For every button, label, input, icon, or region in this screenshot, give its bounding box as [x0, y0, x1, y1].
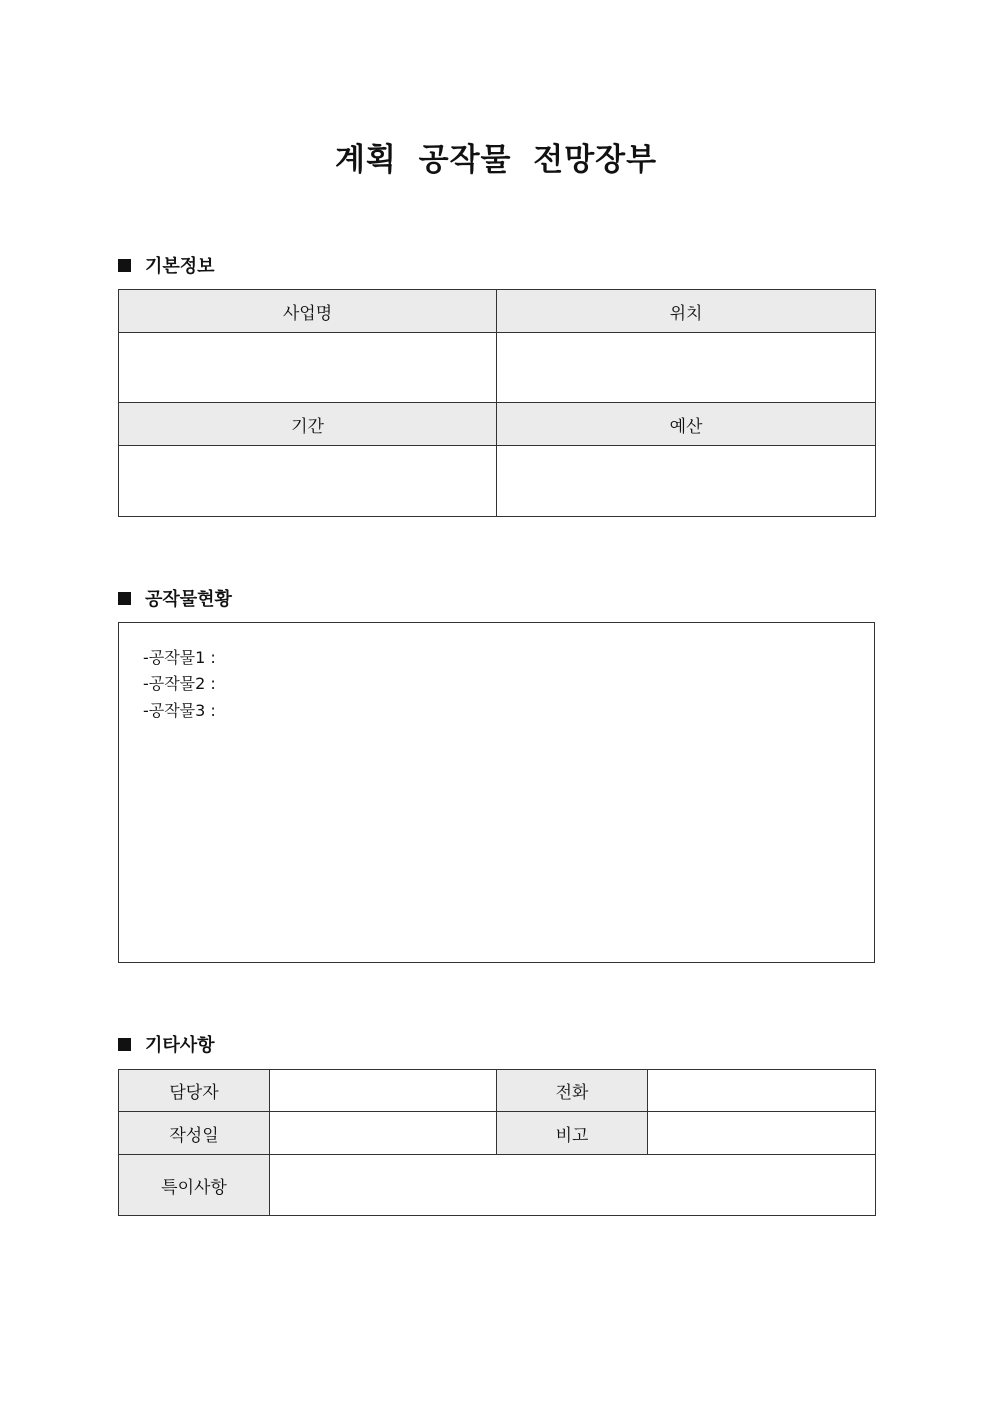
- structure-line-2: -공작물2 :: [143, 674, 216, 693]
- label-phone: 전화: [497, 1070, 648, 1112]
- header-project-name: 사업명: [119, 290, 497, 333]
- square-bullet-icon: [118, 1038, 131, 1051]
- section-heading-other-label: 기타사항: [145, 1035, 215, 1056]
- label-date-written: 작성일: [119, 1112, 270, 1155]
- label-remarks: 비고: [497, 1112, 648, 1155]
- section-heading-basic-label: 기본정보: [145, 256, 215, 277]
- header-budget: 예산: [497, 403, 876, 446]
- square-bullet-icon: [118, 592, 131, 605]
- cell-remarks[interactable]: [648, 1112, 876, 1155]
- cell-phone[interactable]: [648, 1070, 876, 1112]
- structure-line-1: -공작물1 :: [143, 648, 216, 667]
- cell-date-written[interactable]: [270, 1112, 497, 1155]
- header-period: 기간: [119, 403, 497, 446]
- label-manager: 담당자: [119, 1070, 270, 1112]
- section-heading-status: [118, 586, 232, 610]
- document-title: 계획 공작물 전망장부: [334, 142, 658, 178]
- structure-line-3: -공작물3 :: [143, 701, 216, 720]
- basic-info-table: [118, 289, 876, 517]
- cell-period[interactable]: [119, 446, 497, 517]
- cell-project-name[interactable]: [119, 333, 497, 403]
- other-info-table: [118, 1069, 876, 1216]
- section-heading-other: [118, 1032, 215, 1056]
- structure-status-box[interactable]: [118, 622, 875, 963]
- section-heading-status-label: 공작물현황: [145, 589, 232, 610]
- cell-budget[interactable]: [497, 446, 876, 517]
- cell-location[interactable]: [497, 333, 876, 403]
- cell-special-notes[interactable]: [270, 1155, 876, 1216]
- label-special-notes: 특이사항: [119, 1155, 270, 1216]
- cell-manager[interactable]: [270, 1070, 497, 1112]
- header-location: 위치: [497, 290, 876, 333]
- section-heading-basic: [118, 253, 215, 277]
- square-bullet-icon: [118, 259, 131, 272]
